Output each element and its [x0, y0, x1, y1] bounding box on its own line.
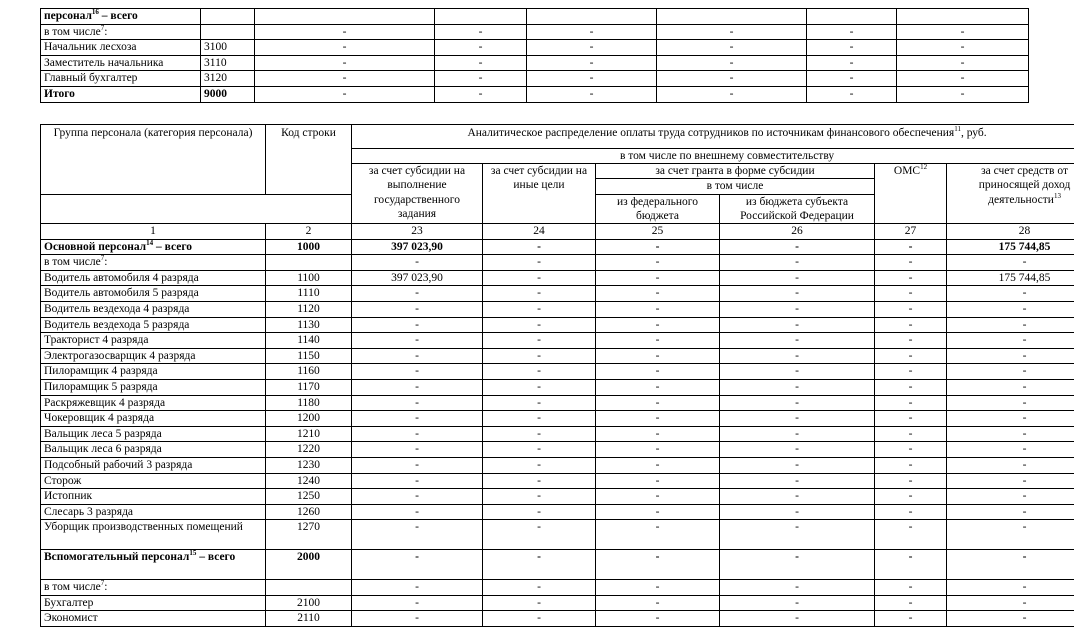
cell-value: - [720, 364, 875, 380]
cell-value: - [596, 520, 720, 550]
row-code [266, 255, 352, 271]
staff-table-fragment [40, 8, 1029, 103]
table-row [41, 9, 1029, 25]
row-code: 1250 [266, 489, 352, 505]
row-label: Тракторист 4 разряда [41, 333, 266, 349]
cell-value: - [483, 333, 596, 349]
cell-value: - [657, 86, 807, 102]
row-label: Вальщик леса 6 разряда [41, 442, 266, 458]
table-row [41, 426, 1074, 442]
cell-value: - [352, 333, 483, 349]
cell-value: 397 023,90 [352, 270, 483, 286]
cell-value: - [483, 611, 596, 627]
cell-value: - [435, 86, 527, 102]
cell-value: - [255, 71, 435, 87]
cell-value: - [483, 442, 596, 458]
cell-value: - [483, 473, 596, 489]
cell-value: - [352, 550, 483, 580]
cell-value: - [483, 395, 596, 411]
row-label: Начальник лесхоза [41, 40, 201, 56]
cell-value: - [596, 580, 720, 596]
cell-value: - [947, 595, 1074, 611]
cell-value: - [807, 40, 897, 56]
row-label: Уборщик производственных помещений [41, 520, 266, 550]
cell-value: - [596, 255, 720, 271]
table-row [41, 520, 1074, 550]
cell-value: - [720, 580, 875, 596]
row-label: Главный бухгалтер [41, 71, 201, 87]
row-label: Экономист [41, 611, 266, 627]
cell-value: - [483, 489, 596, 505]
row-label: Водитель автомобиля 4 разряда [41, 270, 266, 286]
cell-value: - [596, 489, 720, 505]
table-row [41, 473, 1074, 489]
cell-value: - [875, 520, 947, 550]
cell-value: - [352, 580, 483, 596]
cell-value: - [720, 270, 875, 286]
row-code: 3110 [201, 55, 255, 71]
cell-value: - [875, 379, 947, 395]
row-code: 1130 [266, 317, 352, 333]
cell-value: - [352, 426, 483, 442]
cell-value: - [435, 24, 527, 40]
cell-value: - [875, 550, 947, 580]
cell-value: - [720, 442, 875, 458]
cell-value: - [720, 411, 875, 427]
cell-value: - [352, 411, 483, 427]
cell-value: - [947, 411, 1074, 427]
row-label: Итого [41, 86, 201, 102]
cell-value: - [720, 379, 875, 395]
cell-value: - [720, 286, 875, 302]
cell-value: - [435, 55, 527, 71]
cell-value: - [875, 364, 947, 380]
cell-value: - [657, 55, 807, 71]
row-label: Пилорамщик 5 разряда [41, 379, 266, 395]
cell-value: - [596, 611, 720, 627]
cell-value: - [875, 504, 947, 520]
row-label: Вспомогательный персонал$^{15}$ – всего [41, 550, 266, 580]
cell-value: - [352, 395, 483, 411]
cell-value: - [875, 611, 947, 627]
table-row [41, 395, 1074, 411]
subsidy-other-header: за счет субсидии на иные цели [483, 164, 596, 224]
row-code: 1270 [266, 520, 352, 550]
cell-value: - [483, 520, 596, 550]
cell-value: - [947, 489, 1074, 505]
cell-value: - [947, 580, 1074, 596]
table-row [41, 71, 1029, 87]
cell-value: - [527, 40, 657, 56]
column-number: 1 [41, 224, 266, 240]
cell-value: - [435, 40, 527, 56]
cell-value: - [947, 286, 1074, 302]
cell-value: - [596, 317, 720, 333]
table-row [41, 301, 1074, 317]
table-row [41, 317, 1074, 333]
cell-value: - [875, 286, 947, 302]
cell-value: - [720, 504, 875, 520]
cell-value: - [875, 489, 947, 505]
cell-value: - [657, 40, 807, 56]
cell-value: - [596, 286, 720, 302]
cell-value: - [483, 426, 596, 442]
column-number: 26 [720, 224, 875, 240]
row-code [266, 580, 352, 596]
cell-value: - [352, 301, 483, 317]
cell-value: - [897, 24, 1029, 40]
row-code [201, 24, 255, 40]
cell-value: - [483, 301, 596, 317]
cell-value: - [947, 379, 1074, 395]
cell-value: - [897, 71, 1029, 87]
cell-value: - [875, 580, 947, 596]
row-code: 1220 [266, 442, 352, 458]
cell-value: - [483, 239, 596, 255]
cell-value: - [483, 317, 596, 333]
row-code: 1110 [266, 286, 352, 302]
cell-value: - [875, 395, 947, 411]
row-code: 1260 [266, 504, 352, 520]
cell-value: - [596, 550, 720, 580]
cell-value: - [947, 301, 1074, 317]
row-label: Подсобный рабочий 3 разряда [41, 457, 266, 473]
cell-value: - [483, 255, 596, 271]
cell-value: - [875, 595, 947, 611]
cell-value: - [875, 270, 947, 286]
row-label: в том числе$^7$: [41, 255, 266, 271]
cell-value: - [483, 286, 596, 302]
table-row [41, 40, 1029, 56]
table-row [41, 442, 1074, 458]
cell-value: - [947, 255, 1074, 271]
row-code: 1100 [266, 270, 352, 286]
cell-value: - [897, 86, 1029, 102]
cell-value: - [875, 457, 947, 473]
row-title: персонал$^{16}$ – всего [41, 9, 201, 25]
cell-value: 175 744,85 [947, 270, 1074, 286]
table-row [41, 489, 1074, 505]
cell-value: - [875, 442, 947, 458]
cell-value: - [596, 504, 720, 520]
column-number: 2 [266, 224, 352, 240]
cell-value: - [596, 333, 720, 349]
table-row [41, 86, 1029, 102]
cell-value: - [435, 71, 527, 87]
cell-value: - [947, 520, 1074, 550]
cell-value: - [897, 55, 1029, 71]
cell-value: - [483, 270, 596, 286]
cell-value: - [255, 24, 435, 40]
cell-value: - [807, 71, 897, 87]
code-header: Код строки [266, 125, 352, 195]
oms-header: ОМС$^{12}$ [875, 164, 947, 224]
row-code: 3100 [201, 40, 255, 56]
cell-value: - [527, 71, 657, 87]
cell-value: - [483, 580, 596, 596]
row-label: Электрогазосварщик 4 разряда [41, 348, 266, 364]
row-label: Чокеровщик 4 разряда [41, 411, 266, 427]
row-code: 1240 [266, 473, 352, 489]
column-number: 24 [483, 224, 596, 240]
row-code: 2100 [266, 595, 352, 611]
column-number: 23 [352, 224, 483, 240]
cell-value: - [352, 317, 483, 333]
cell-value: - [483, 457, 596, 473]
cell-value: - [483, 411, 596, 427]
column-number: 25 [596, 224, 720, 240]
cell-value: - [947, 457, 1074, 473]
table-row [41, 55, 1029, 71]
cell-value: - [947, 333, 1074, 349]
cell-value: - [483, 364, 596, 380]
table-row [41, 580, 1074, 596]
row-code: 1210 [266, 426, 352, 442]
cell-value: - [875, 301, 947, 317]
cell-value: - [352, 611, 483, 627]
cell-value: - [352, 379, 483, 395]
cell-value: - [947, 364, 1074, 380]
cell-value: - [875, 411, 947, 427]
cell-value: - [483, 504, 596, 520]
table-row [41, 24, 1029, 40]
cell-value: - [657, 71, 807, 87]
cell-value: - [720, 489, 875, 505]
row-code: 1150 [266, 348, 352, 364]
cell-value: - [352, 504, 483, 520]
row-label: Слесарь 3 разряда [41, 504, 266, 520]
cell-value: - [352, 489, 483, 505]
cell-value: - [527, 86, 657, 102]
row-code: 9000 [201, 86, 255, 102]
cell-value: - [352, 348, 483, 364]
cell-value: - [352, 286, 483, 302]
cell-value: - [875, 333, 947, 349]
cell-value: - [596, 379, 720, 395]
cell-value: - [947, 395, 1074, 411]
row-label: Истопник [41, 489, 266, 505]
table-row [41, 504, 1074, 520]
column-numbers-row [41, 224, 1074, 240]
cell-value: - [720, 317, 875, 333]
cell-value: - [720, 239, 875, 255]
cell-value: - [947, 317, 1074, 333]
cell-value: - [483, 595, 596, 611]
cell-value: - [720, 550, 875, 580]
cell-value: - [657, 24, 807, 40]
row-code: 1000 [266, 239, 352, 255]
cell-value: - [947, 550, 1074, 580]
row-code: 1230 [266, 457, 352, 473]
grant-fed-header: из федерального бюджета [596, 194, 720, 223]
cell-value: - [720, 457, 875, 473]
cell-value: - [596, 595, 720, 611]
cell-value: - [720, 255, 875, 271]
cell-value: - [720, 301, 875, 317]
cell-value: - [947, 442, 1074, 458]
row-label: Основной персонал$^{14}$ – всего [41, 239, 266, 255]
external-header: в том числе по внешнему совместительству [352, 149, 1074, 164]
table-row [41, 348, 1074, 364]
subsidy-state-header: за счет субсидии на выполнение государственного задания [352, 164, 483, 224]
cell-value: - [352, 442, 483, 458]
table-row [41, 239, 1074, 255]
row-label: в том числе$^7$: [41, 580, 266, 596]
cell-value: - [596, 442, 720, 458]
cell-value: - [720, 348, 875, 364]
header-row [41, 125, 1074, 149]
table-row [41, 379, 1074, 395]
row-label: Сторож [41, 473, 266, 489]
row-label: Заместитель начальника [41, 55, 201, 71]
cell-value: - [720, 595, 875, 611]
cell-value: - [947, 426, 1074, 442]
row-code: 1120 [266, 301, 352, 317]
salary-distribution-table [40, 124, 1074, 627]
cell-value: - [875, 348, 947, 364]
cell-value: - [947, 348, 1074, 364]
cell-value: - [947, 473, 1074, 489]
cell-value: - [352, 364, 483, 380]
grant-region-header: из бюджета субъекта Российской Федерации [720, 194, 875, 223]
cell-value: - [875, 473, 947, 489]
cell-value: - [875, 239, 947, 255]
cell-value: - [720, 520, 875, 550]
cell-value: - [255, 40, 435, 56]
row-label: Пилорамщик 4 разряда [41, 364, 266, 380]
cell-value: - [596, 301, 720, 317]
cell-value: - [807, 86, 897, 102]
row-label: в том числе$^7$: [41, 24, 201, 40]
table-row [41, 364, 1074, 380]
row-label: Водитель автомобиля 5 разряда [41, 286, 266, 302]
table-row [41, 457, 1074, 473]
table-row [41, 595, 1074, 611]
row-code: 1140 [266, 333, 352, 349]
cell-value: - [720, 611, 875, 627]
cell-value: - [352, 457, 483, 473]
group-header: Группа персонала (категория персонала) [41, 125, 266, 195]
cell-value: - [596, 364, 720, 380]
column-number: 27 [875, 224, 947, 240]
row-label: Вальщик леса 5 разряда [41, 426, 266, 442]
cell-value: - [875, 426, 947, 442]
cell-value: - [596, 426, 720, 442]
cell-value: - [947, 504, 1074, 520]
cell-value: - [596, 457, 720, 473]
cell-value: - [720, 395, 875, 411]
table-row [41, 411, 1074, 427]
row-label: Водитель вездехода 4 разряда [41, 301, 266, 317]
row-code: 2110 [266, 611, 352, 627]
table-row [41, 255, 1074, 271]
cell-value: - [875, 317, 947, 333]
cell-value: - [527, 24, 657, 40]
cell-value: - [483, 379, 596, 395]
analytic-header: Аналитическое распределение оплаты труда сотрудников по источникам финансового обеспечения$^{11}$, руб. [352, 125, 1074, 149]
row-code: 1200 [266, 411, 352, 427]
cell-value: - [596, 395, 720, 411]
cell-value: - [897, 40, 1029, 56]
table-row [41, 333, 1074, 349]
row-code: 3120 [201, 71, 255, 87]
cell-value: 397 023,90 [352, 239, 483, 255]
cell-value: - [596, 473, 720, 489]
cell-value: - [255, 86, 435, 102]
cell-value: - [527, 55, 657, 71]
income-header: за счет средств от приносящей доход деятельности$^{13}$ [947, 164, 1074, 224]
row-code: 2000 [266, 550, 352, 580]
table-row [41, 611, 1074, 627]
cell-value: - [807, 24, 897, 40]
row-code: 1180 [266, 395, 352, 411]
row-label: Бухгалтер [41, 595, 266, 611]
cell-value: - [596, 239, 720, 255]
cell-value: - [596, 270, 720, 286]
cell-value: 175 744,85 [947, 239, 1074, 255]
table-row [41, 286, 1074, 302]
grant-header: за счет гранта в форме субсидии [596, 164, 875, 179]
cell-value: - [352, 595, 483, 611]
cell-value: - [720, 426, 875, 442]
cell-value: - [352, 473, 483, 489]
cell-value: - [875, 255, 947, 271]
cell-value: - [483, 348, 596, 364]
cell-value: - [720, 333, 875, 349]
cell-value: - [352, 255, 483, 271]
cell-value: - [352, 520, 483, 550]
cell-value: - [596, 411, 720, 427]
row-label: Раскряжевщик 4 разряда [41, 395, 266, 411]
row-code: 1160 [266, 364, 352, 380]
cell-value: - [596, 348, 720, 364]
cell-value: - [947, 611, 1074, 627]
cell-value: - [720, 473, 875, 489]
table-row [41, 270, 1074, 286]
row-label: Водитель вездехода 5 разряда [41, 317, 266, 333]
grant-incl-header: в том числе [596, 179, 875, 194]
column-number: 28 [947, 224, 1074, 240]
cell-value: - [807, 55, 897, 71]
row-code: 1170 [266, 379, 352, 395]
table-row [41, 550, 1074, 580]
cell-value: - [255, 55, 435, 71]
cell-value: - [483, 550, 596, 580]
